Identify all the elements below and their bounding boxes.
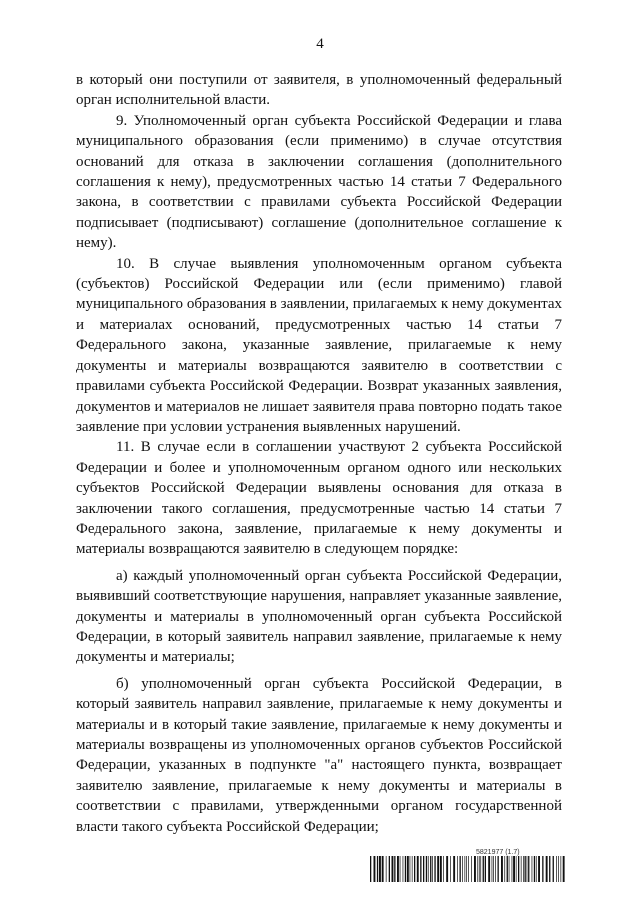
- paragraph-continuation: в который они поступили от заявителя, в уполномоченный федеральный орган исполнительной власти.: [76, 72, 562, 109]
- document-code: 5821977 (1.7): [476, 849, 520, 856]
- barcode: [370, 856, 568, 882]
- subparagraph-b: б) уполномоченный орган субъекта Российской Федерации, в который заявитель направил заявление, прилагаемые к нему документы и материалы и в который такие заявление, прилагаемые к нему документы и материалы возвращены из уполномоченных органов субъектов Российской Федерации, указанных в подпункте "а" настоящего пункта, возвращает заявителю заявление, прилагаемые к нему документы и материалы в соответствии с правилами, утвержденными органом государственной власти такого субъекта Российской Федерации;: [76, 675, 562, 835]
- paragraph-11: 11. В случае если в соглашении участвуют 2 субъекта Российской Федерации и более и уполномоченным органом одного или нескольких субъектов Российской Федерации выявлены основания для отказа в заключении такого соглашения, предусмотренные частью 14 статьи 7 Федерального закона, заявление, прилагаемые к нему документы и материалы возвращаются заявителю в следующем порядке:: [76, 439, 562, 558]
- paragraph-10: 10. В случае выявления уполномоченным органом субъекта (субъектов) Российской Федерации или (если применимо) главой муниципального образования в заявлении, прилагаемых к нему документах и материалах оснований, предусмотренных частью 14 статьи 7 Федерального закона, указанные заявление, прилагаемые к нему документы и материалы возвращаются заявителю в соответствии с правилами субъекта Российской Федерации. Возврат указанных заявления, документов и материалов не лишает заявителя права повторно подать такое заявление при условии устранения выявленных нарушений.: [76, 255, 562, 435]
- document-body: [76, 70, 562, 837]
- paragraph-9: 9. Уполномоченный орган субъекта Российской Федерации и глава муниципального образования (если применимо) в случае отсутствия оснований для отказа в заключении соглашения (дополнительного соглашения к нему), предусмотренных частью 14 статьи 7 Федерального закона, в соответствии с правилами субъекта Российской Федерации подписывает (подписывают) соглашение (дополнительное соглашение к нему).: [76, 112, 562, 252]
- subparagraph-a: а) каждый уполномоченный орган субъекта Российской Федерации, выявивший соответствующие нарушения, направляет указанные заявление, документы и материалы в уполномоченный орган субъекта Российской Федерации, в который заявитель направил заявление, прилагаемые к нему документы и материалы;: [76, 567, 562, 666]
- page-number: 4: [316, 36, 324, 52]
